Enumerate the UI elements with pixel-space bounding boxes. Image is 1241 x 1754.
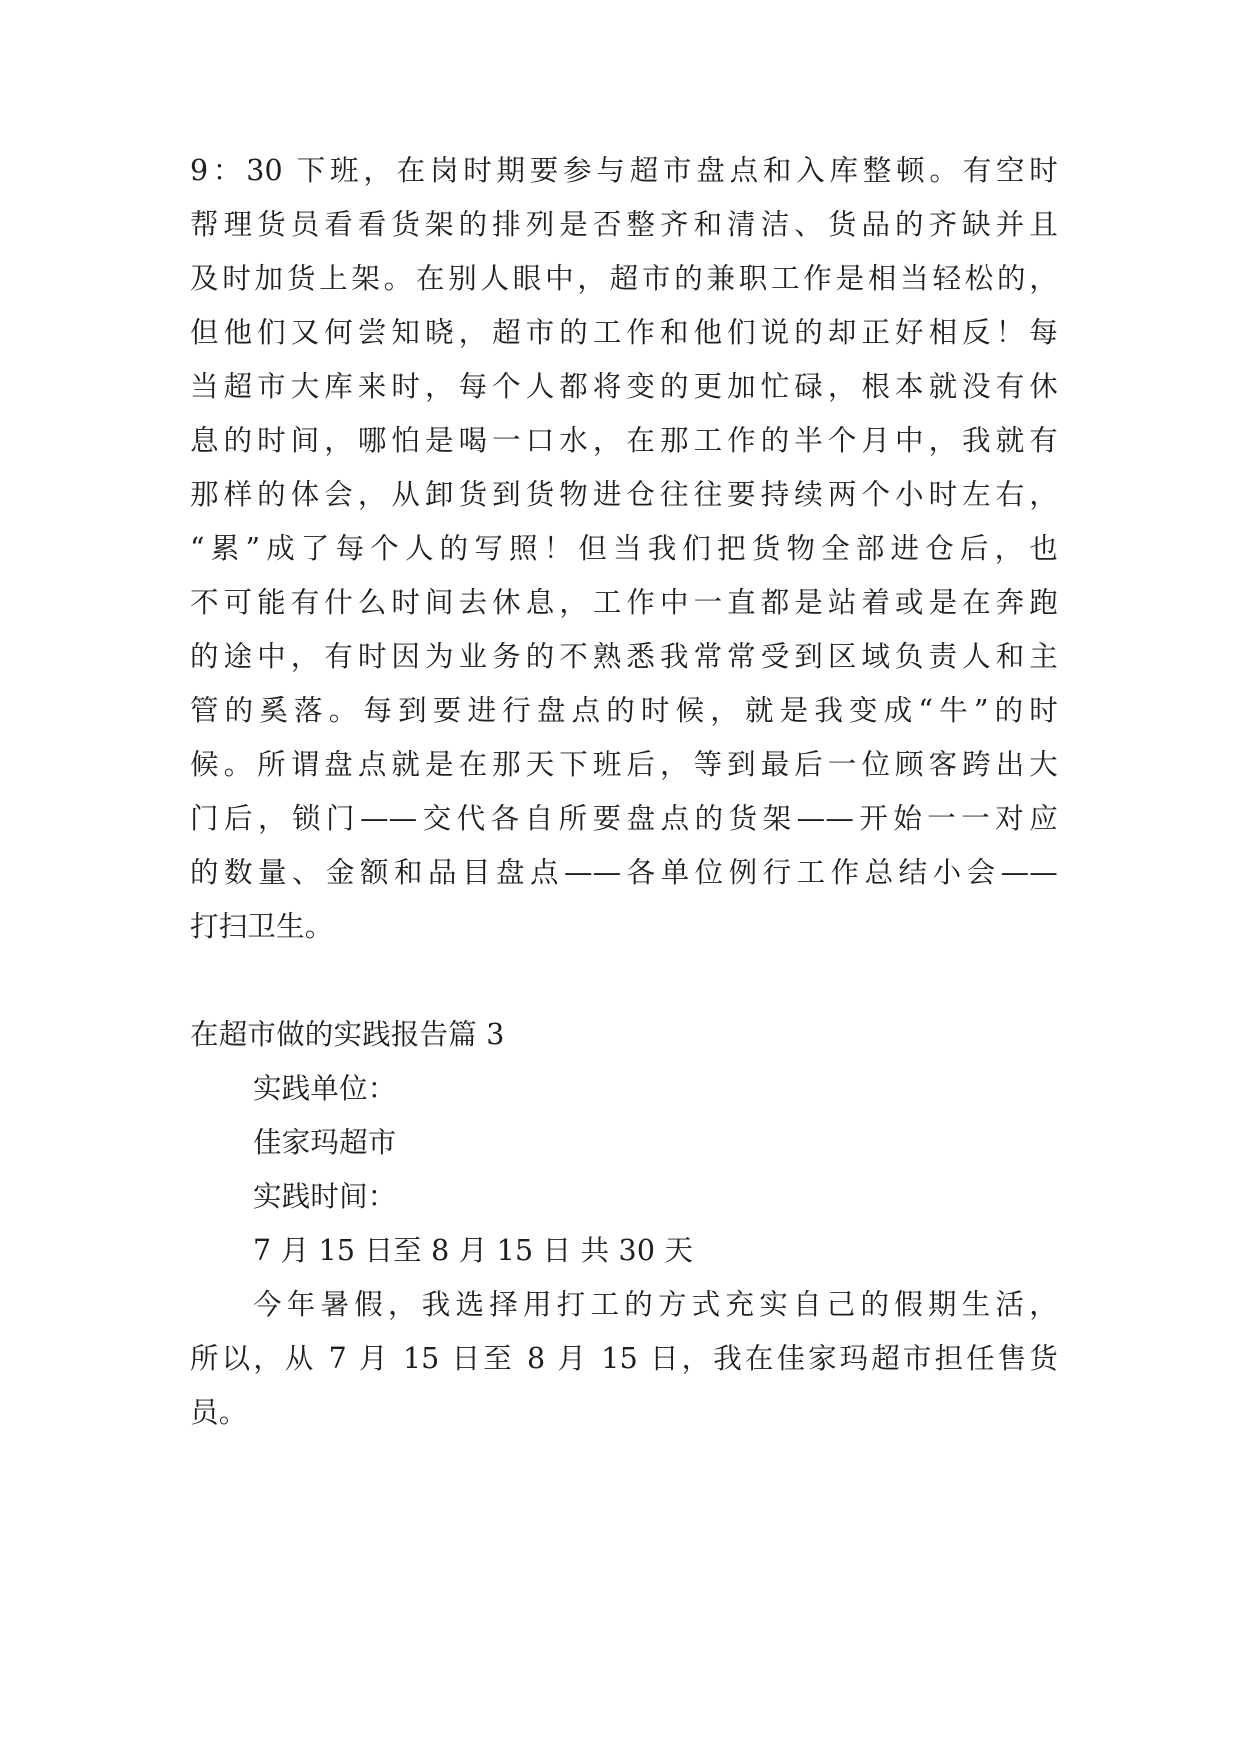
- body-line: 的途中，有时因为业务的不熟悉我常常受到区域负责人和主: [190, 640, 1058, 673]
- body-line: 但他们又何尝知晓，超市的工作和他们说的却正好相反！每: [190, 316, 1058, 349]
- body-line: 今年暑假，我选择用打工的方式充实自己的假期生活，: [253, 1288, 1058, 1321]
- body-line-last: 员。: [190, 1396, 248, 1429]
- body-line: 息的时间，哪怕是喝一口水，在那工作的半个月中，我就有: [190, 424, 1058, 457]
- body-line: 当超市大库来时，每个人都将变的更加忙碌，根本就没有休: [190, 370, 1058, 403]
- body-line: 那样的体会，从卸货到货物进仓往往要持续两个小时左右，: [190, 478, 1058, 511]
- body-line: 管的奚落。每到要进行盘点的时候，就是我变成“牛”的时: [190, 694, 1058, 727]
- body-line: 的数量、金额和品目盘点——各单位例行工作总结小会——: [190, 856, 1058, 889]
- body-line: 所以，从 7 月 15 日至 8 月 15 日，我在佳家玛超市担任售货: [190, 1342, 1058, 1375]
- body-line: 及时加货上架。在别人眼中，超市的兼职工作是相当轻松的，: [190, 262, 1058, 295]
- body-line: 候。所谓盘点就是在那天下班后，等到最后一位顾客跨出大: [190, 748, 1058, 781]
- practice-time-label: 实践时间：: [253, 1180, 397, 1213]
- body-line: 帮理货员看看货架的排列是否整齐和清洁、货品的齐缺并且: [190, 208, 1058, 241]
- section-title: 在超市做的实践报告篇 3: [190, 1018, 505, 1051]
- practice-time-value: 7 月 15 日至 8 月 15 日 共 30 天: [253, 1234, 694, 1267]
- practice-unit-value: 佳家玛超市: [253, 1126, 397, 1159]
- practice-unit-label: 实践单位：: [253, 1072, 397, 1105]
- body-line: 9：30 下班，在岗时期要参与超市盘点和入库整顿。有空时: [190, 154, 1058, 187]
- body-line: “累”成了每个人的写照！但当我们把货物全部进仓后，也: [190, 532, 1058, 565]
- body-line: 不可能有什么时间去休息，工作中一直都是站着或是在奔跑: [190, 586, 1058, 619]
- body-line-last: 打扫卫生。: [190, 910, 334, 943]
- body-line: 门后，锁门——交代各自所要盘点的货架——开始一一对应: [190, 802, 1058, 835]
